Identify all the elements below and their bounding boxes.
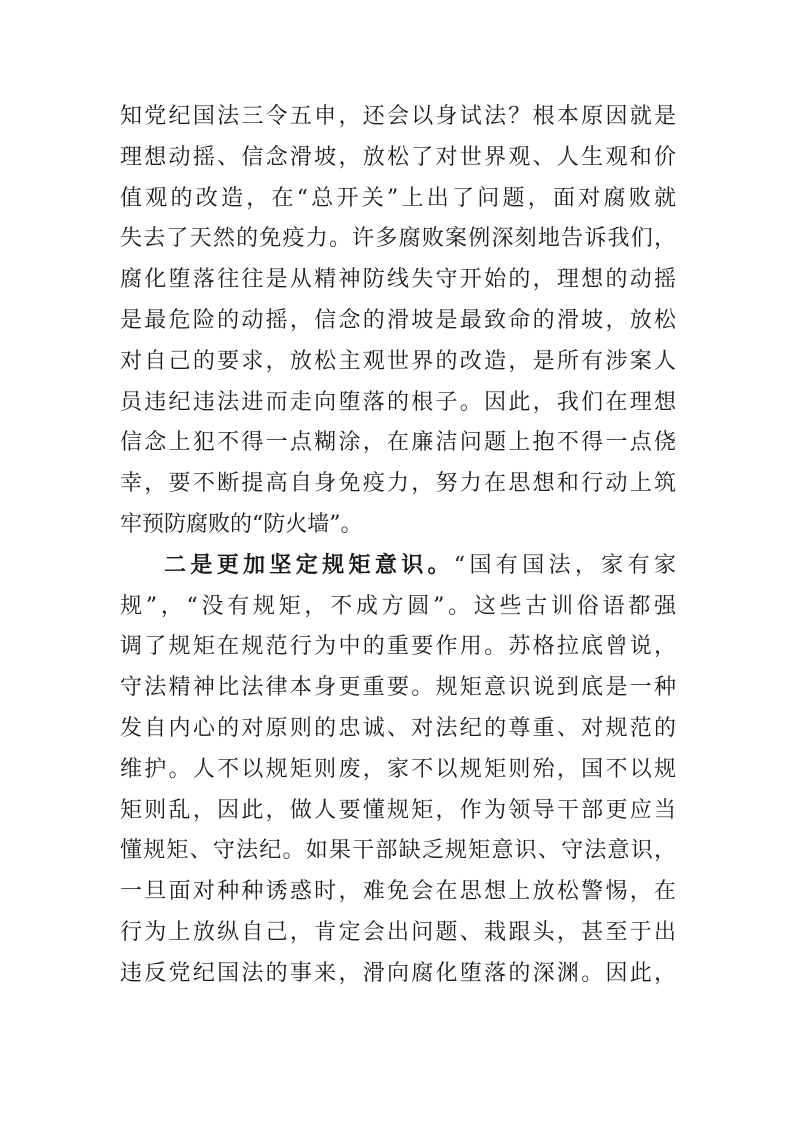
- text-line: 懂规矩、守法纪。如果干部缺乏规矩意识、守法意识，: [120, 838, 676, 864]
- section-heading: 二是更加坚定规矩意识。: [164, 552, 454, 578]
- body-text: [120, 97, 676, 995]
- text-line: 失去了天然的免疫力。许多腐败案例深刻地告诉我们，: [120, 226, 676, 252]
- first-line-text: “国有国法，家有家: [453, 552, 676, 578]
- text-line: 行为上放纵自己，肯定会出问题、栽跟头，甚至于出: [120, 919, 676, 945]
- text-line: 腐化堕落往往是从精神防线失守开始的，理想的动摇: [120, 267, 676, 293]
- text-line: 矩则乱，因此，做人要懂规矩，作为领导干部更应当: [120, 797, 676, 823]
- text-line: 理想动摇、信念滑坡，放松了对世界观、人生观和价: [120, 144, 676, 170]
- text-line: 发自内心的对原则的忠诚、对法纪的尊重、对规范的: [120, 715, 676, 741]
- text-line: 牢预防腐败的“防火墙”。: [120, 511, 363, 537]
- text-line: 信念上犯不得一点糊涂，在廉洁问题上抱不得一点侥: [120, 430, 676, 456]
- text-line: 维护。人不以规矩则废，家不以规矩则殆，国不以规: [120, 756, 676, 782]
- text-line: 值观的改造，在“总开关”上出了问题，面对腐败就: [120, 185, 676, 211]
- text-line: 员违纪违法进而走向堕落的根子。因此，我们在理想: [120, 389, 676, 415]
- text-line: 对自己的要求，放松主观世界的改造，是所有涉案人: [120, 348, 676, 374]
- text-line-first: [120, 546, 676, 587]
- text-line: 调了规矩在规范行为中的重要作用。苏格拉底曾说，: [120, 634, 676, 660]
- text-line: 规”，“没有规矩，不成方圆”。这些古训俗语都强: [120, 593, 676, 619]
- text-line: 是最危险的动摇，信念的滑坡是最致命的滑坡，放松: [120, 307, 676, 333]
- text-line: 幸，要不断提高自身免疫力，努力在思想和行动上筑: [120, 471, 676, 497]
- text-line: 违反党纪国法的事来，滑向腐化堕落的深渊。因此，: [120, 960, 676, 986]
- text-line: 守法精神比法律本身更重要。规矩意识说到底是一种: [120, 675, 676, 701]
- paragraph-ideals: [120, 97, 676, 546]
- text-line: 一旦面对种种诱惑时，难免会在思想上放松警惕，在: [120, 879, 676, 905]
- paragraph-rules: [120, 546, 676, 995]
- text-line: 知党纪国法三令五申，还会以身试法？根本原因就是: [120, 104, 676, 129]
